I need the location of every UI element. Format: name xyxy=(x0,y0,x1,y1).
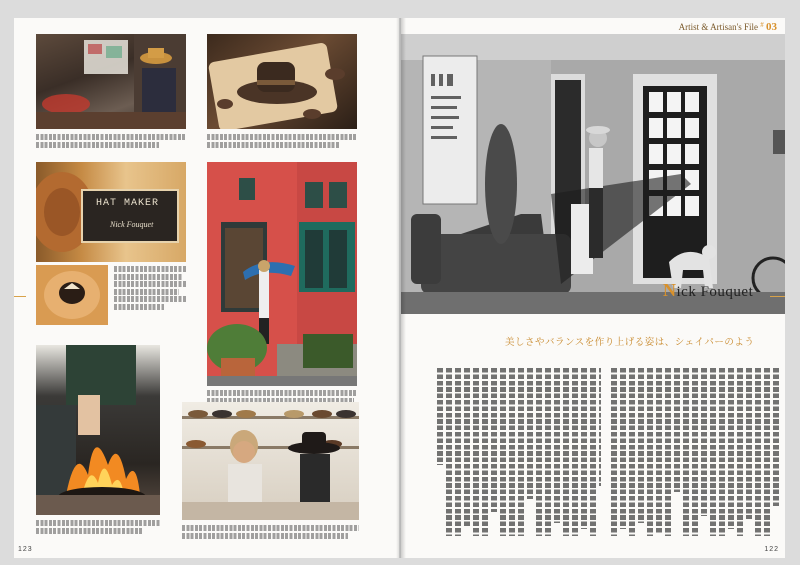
sign-title: HAT MAKER xyxy=(96,198,160,209)
shelves-scene xyxy=(182,402,359,520)
body-text-left xyxy=(435,368,601,536)
section-hash: # xyxy=(760,21,764,29)
name-rest: ick Fouquet xyxy=(676,284,754,300)
sign-name: Nick Fouquet xyxy=(110,220,154,229)
artisan-name xyxy=(663,280,753,301)
caption-sign xyxy=(114,266,186,326)
hat-detail-scene xyxy=(207,34,357,129)
caption-fire xyxy=(36,520,160,538)
section-header xyxy=(679,21,777,33)
section-number: 03 xyxy=(766,21,777,33)
photo-studio-portrait xyxy=(401,34,785,314)
storefront-scene xyxy=(207,162,357,386)
photo-hat-shelves xyxy=(182,402,359,520)
workshop-scene xyxy=(36,34,186,129)
name-initial: N xyxy=(663,280,677,300)
caption-workshop xyxy=(36,134,186,150)
right-divider-rule xyxy=(770,296,785,297)
feature-headline: 美しさやバランスを作り上げる姿は、シェイパーのよう xyxy=(505,337,755,348)
right-page xyxy=(401,18,785,558)
right-folio: 122 xyxy=(764,546,779,553)
studio-scene xyxy=(401,34,785,314)
section-label: Artist & Artisan's File xyxy=(678,22,758,32)
hat-crown-scene xyxy=(36,265,108,325)
photo-workshop xyxy=(36,34,186,129)
photo-storefront xyxy=(207,162,357,386)
caption-hat-detail xyxy=(207,134,357,150)
sign-scene xyxy=(36,162,186,262)
photo-hat-crown xyxy=(36,265,108,325)
left-page xyxy=(14,18,399,558)
photo-hat-maker-sign xyxy=(36,162,186,262)
body-text-right xyxy=(609,368,779,536)
photo-fire-shaping xyxy=(36,345,160,515)
caption-shelves xyxy=(182,525,359,543)
photo-hat-detail xyxy=(207,34,357,129)
spine-gutter xyxy=(396,18,406,558)
left-folio: 123 xyxy=(18,546,33,553)
left-divider-rule xyxy=(14,296,26,297)
fire-scene xyxy=(36,345,160,515)
